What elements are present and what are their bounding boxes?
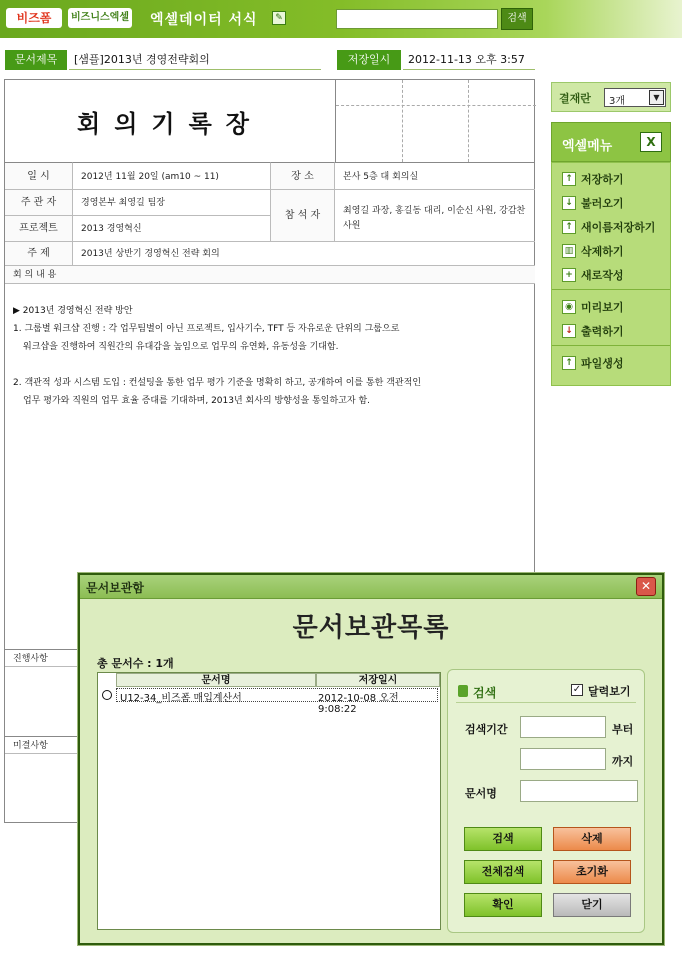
content-line: 업무 평가와 직원의 업무 효율 증대를 기대하며, 2013년 회사의 방향성을 통일하고자 함. — [23, 396, 370, 406]
save-date-label: 저장일시 — [337, 50, 401, 70]
period-label: 검색기간 — [465, 723, 508, 736]
menu-preview[interactable]: ◉ 미리보기 — [552, 295, 670, 319]
save-icon: ↑ — [562, 172, 576, 186]
approval-label: 결재란 — [559, 92, 591, 105]
dialog-titlebar[interactable] — [80, 575, 662, 599]
menu-file-create[interactable]: ↑ 파일생성 — [552, 351, 670, 375]
col-header-name[interactable]: 문서명 — [116, 673, 316, 687]
total-count: 총 문서수 : 1개 — [97, 657, 174, 670]
app-header — [0, 0, 682, 38]
header-search-input[interactable] — [336, 9, 498, 29]
form-title: 회의기록장 — [77, 109, 263, 138]
trash-icon: ▥ — [562, 244, 576, 258]
col-header-date[interactable]: 저장일시 — [316, 673, 440, 687]
menu-new[interactable]: + 새로작성 — [552, 263, 670, 287]
search-title: 검색 — [473, 686, 497, 700]
project-value[interactable]: 2013 경영혁신 — [73, 216, 271, 242]
approval-grid — [335, 80, 535, 162]
attendee-label: 참 석 자 — [271, 190, 335, 242]
document-list[interactable] — [97, 672, 441, 930]
content-line: ▶ 2013년 경영혁신 전략 방안 — [13, 306, 133, 316]
close-button[interactable]: 닫기 — [553, 893, 631, 917]
content-label: 회 의 내 용 — [5, 266, 535, 284]
approval-box — [551, 82, 671, 112]
subject-label: 주 제 — [5, 242, 73, 266]
attendee-value[interactable]: 최영길 과장, 홍길동 대리, 이순신 사원, 강감찬 사원 — [335, 190, 535, 242]
excel-logo-icon: X — [640, 132, 662, 152]
dialog-title: 문서보관함 — [86, 581, 144, 595]
approval-select[interactable] — [604, 88, 666, 107]
from-label: 부터 — [612, 723, 634, 736]
search-button[interactable]: 검색 — [464, 827, 542, 851]
menu-delete[interactable]: ▥ 삭제하기 — [552, 239, 670, 263]
bizform-logo: 비즈폼 — [6, 8, 62, 28]
calendar-checkbox[interactable]: ✓ — [572, 684, 582, 695]
menu-load[interactable]: ↓ 불러오기 — [552, 191, 670, 215]
search-bullet-icon — [458, 685, 468, 697]
document-archive-dialog — [78, 573, 664, 945]
delete-button[interactable]: 삭제 — [553, 827, 631, 851]
content-line: 1. 그룹별 워크샵 진행 : 각 업무팀별이 아닌 프로젝트, 입사기수, TFT 등 자유로운 단위의 그룹으로 — [13, 324, 400, 334]
date-label: 일 시 — [5, 162, 73, 190]
content-line: 2. 객관적 성과 시스템 도입 : 컨설팅을 통한 업무 평가 기준을 명확히 하고, 공개하여 이를 통한 객관적인 — [13, 378, 422, 388]
host-value[interactable]: 경영본부 최영길 팀장 — [73, 190, 271, 216]
preview-icon: ◉ — [562, 300, 576, 314]
close-icon[interactable]: ✕ — [636, 577, 656, 596]
print-icon: ↓ — [562, 324, 576, 338]
file-create-icon: ↑ — [562, 356, 576, 370]
excel-menu-title: 엑셀메뉴 — [562, 139, 613, 154]
search-panel — [447, 669, 645, 933]
save-as-icon: ↑ — [562, 220, 576, 234]
reset-button[interactable]: 초기화 — [553, 860, 631, 884]
app-title: 엑셀데이터 서식 — [150, 12, 258, 28]
row-radio[interactable] — [102, 690, 112, 700]
content-line — [13, 356, 528, 374]
header-search-button[interactable]: 검색 — [501, 8, 533, 30]
host-label: 주 관 자 — [5, 190, 73, 216]
place-value[interactable]: 본사 5층 대 회의실 — [335, 162, 535, 190]
calendar-label: 달력보기 — [588, 685, 631, 698]
docname-input[interactable] — [520, 780, 638, 802]
excel-menu-header — [551, 122, 671, 162]
date-value[interactable]: 2012년 11월 20일 (am10 ~ 11) — [73, 162, 271, 190]
docname-label: 문서명 — [465, 787, 497, 800]
chevron-down-icon[interactable]: ▼ — [649, 90, 664, 105]
doc-title-label: 문서제목 — [5, 50, 67, 70]
search-all-button[interactable]: 전체검색 — [464, 860, 542, 884]
save-date-value: 2012-11-13 오후 3:57 — [403, 50, 535, 70]
doc-title-value: [샘플]2013년 경영전략회의 — [69, 50, 321, 70]
excel-menu — [551, 162, 671, 386]
menu-save[interactable]: ↑ 저장하기 — [552, 167, 670, 191]
progress-label: 진행사항 — [5, 649, 79, 667]
menu-save-as[interactable]: ↑ 새이름저장하기 — [552, 215, 670, 239]
meeting-content[interactable] — [13, 302, 528, 410]
content-line: 워크샵을 진행하여 직원간의 유대감을 높임으로 업무의 유연화, 유동성을 기대함. — [23, 342, 339, 352]
load-icon: ↓ — [562, 196, 576, 210]
approval-select-value: 3개 — [609, 96, 626, 107]
place-label: 장 소 — [271, 162, 335, 190]
period-to-input[interactable] — [520, 748, 606, 770]
table-row[interactable] — [98, 687, 440, 715]
subject-value[interactable]: 2013년 상반기 경영혁신 전략 회의 — [73, 242, 535, 266]
project-label: 프로젝트 — [5, 216, 73, 242]
row-date: 2012-10-08 오전 9:08:22 — [318, 693, 399, 715]
to-label: 까지 — [612, 755, 634, 768]
row-name: U12-34_비즈폼 매입계산서 — [120, 693, 242, 704]
dialog-heading: 문서보관목록 — [292, 613, 450, 643]
pending-label: 미결사항 — [5, 736, 79, 754]
new-doc-icon: + — [562, 268, 576, 282]
menu-print[interactable]: ↓ 출력하기 — [552, 319, 670, 343]
excel-icon: ✎ — [272, 11, 286, 25]
period-from-input[interactable] — [520, 716, 606, 738]
bizexcel-logo: 비즈니스엑셀 — [68, 8, 132, 28]
ok-button[interactable]: 확인 — [464, 893, 542, 917]
